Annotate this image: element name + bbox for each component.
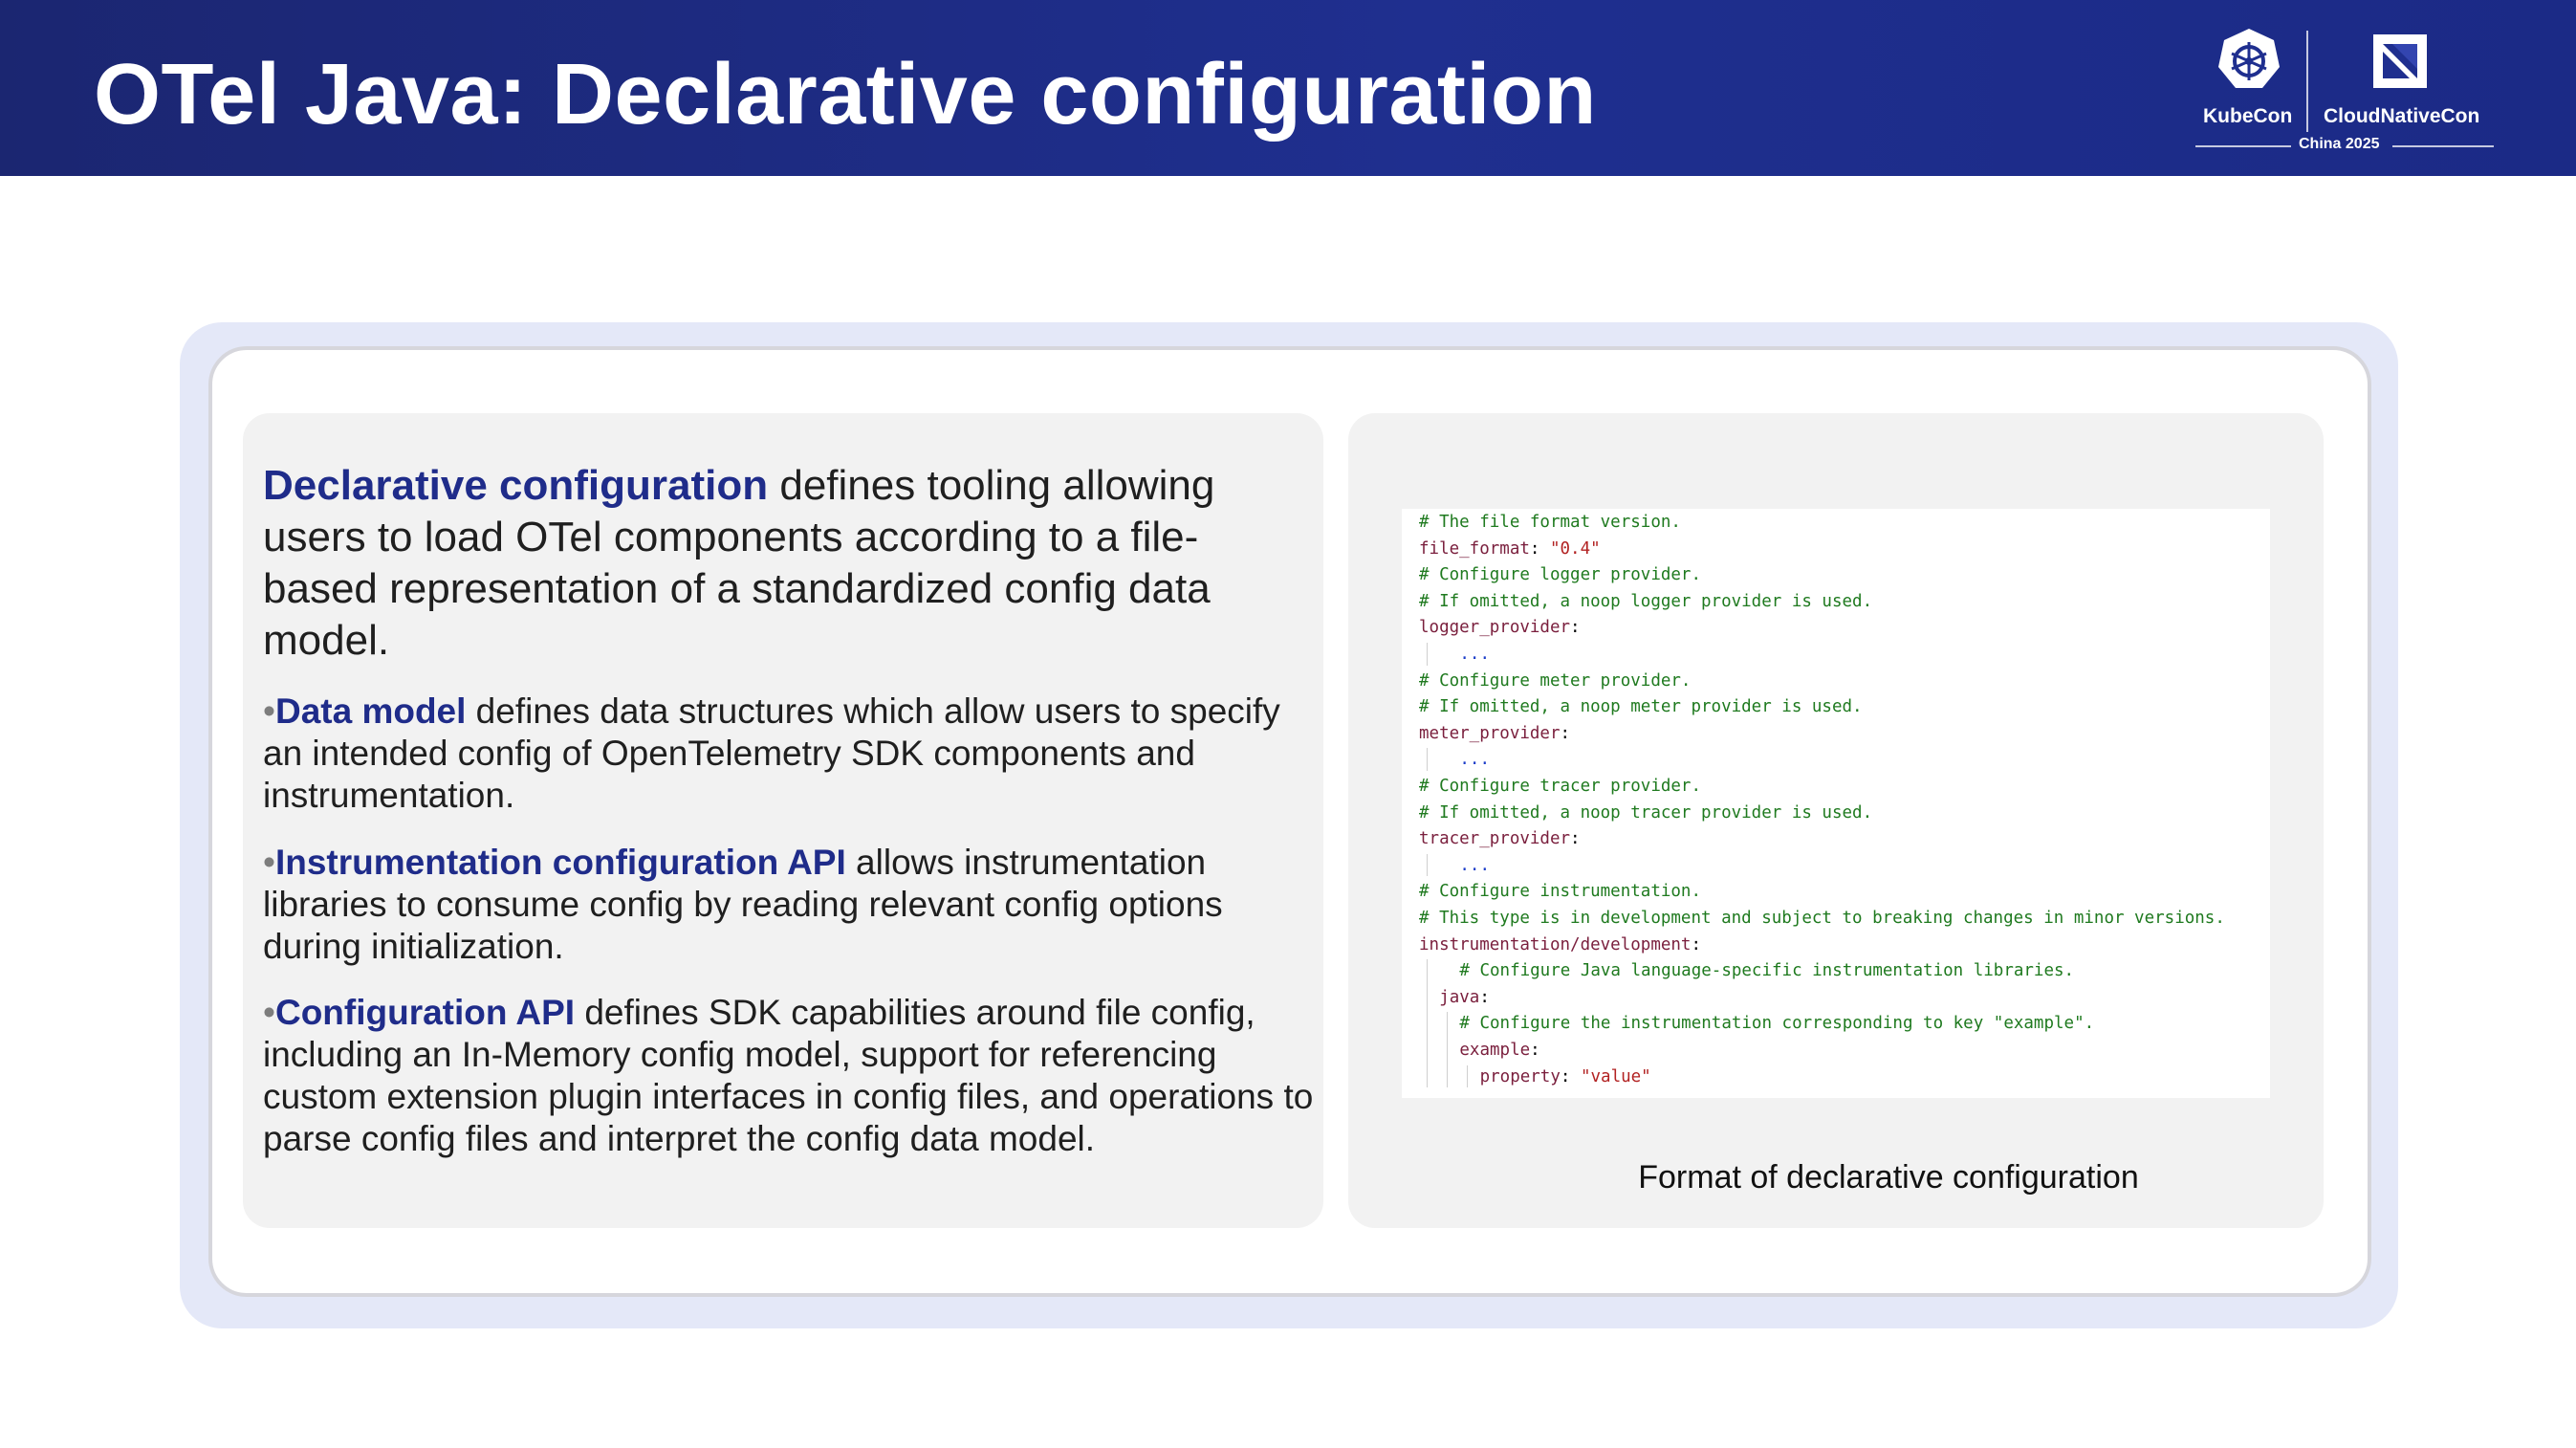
code-comment: # Configure Java language-specific instrumentation libraries.: [1459, 961, 2075, 981]
code-line: instrumentation/development:: [1419, 934, 1702, 954]
code-line: [1419, 800, 1872, 826]
code-line: java:: [1439, 987, 1490, 1007]
year-rule-right: [2392, 145, 2494, 147]
slide-header: [0, 0, 2576, 176]
code-comment: # Configure logger provider.: [1419, 565, 1702, 585]
bullet-text: allows instrumentation libraries to consume config by reading relevant config options during initialization.: [263, 843, 1223, 966]
code-comment: # If omitted, a noop logger provider is used.: [1419, 591, 1873, 611]
code-line: [1419, 905, 2225, 932]
bullet-instrumentation-config-api: [263, 842, 1315, 968]
bullet-configuration-api: [263, 992, 1315, 1160]
code-line: [1459, 1010, 2094, 1037]
code-line: [1419, 693, 1863, 720]
code-key: file_format: [1419, 538, 1530, 559]
logo-divider: [2306, 31, 2308, 132]
code-key: property: [1479, 1066, 1561, 1086]
code-ellipsis: ...: [1459, 750, 1490, 770]
bullet-text: defines SDK capabilities around file config, including an In-Memory config model, support for referencing custom extension plugin interfaces in config files, and operations to parse config files and interpret the config data model.: [263, 993, 1314, 1158]
code-comment: # If omitted, a noop tracer provider is used.: [1419, 802, 1873, 823]
code-line: [1419, 668, 1691, 694]
code-line: [1419, 561, 1701, 588]
code-key: example: [1459, 1041, 1531, 1060]
code-line: [1419, 773, 1701, 800]
code-line: [1459, 641, 1490, 668]
code-line: file_format: "0.4": [1419, 538, 1601, 559]
intro-paragraph: [263, 460, 1305, 667]
year-rule-left: [2195, 145, 2291, 147]
kubernetes-wheel-icon: [2216, 27, 2281, 92]
bullet-term: Instrumentation configuration API: [274, 843, 846, 882]
code-comment: # The file format version.: [1419, 513, 1681, 532]
code-line: logger_provider:: [1419, 618, 1581, 638]
code-comment: # Configure the instrumentation corresponding to key "example".: [1459, 1014, 2095, 1034]
code-comment: # If omitted, a noop meter provider is used.: [1419, 697, 1863, 717]
indent-guide: [1427, 959, 1428, 1087]
code-line: [1459, 957, 2074, 984]
code-key: java: [1439, 987, 1480, 1007]
intro-term: Declarative configuration: [263, 462, 769, 509]
code-line: property: "value": [1479, 1066, 1651, 1086]
cloudnativecon-label: CloudNativeCon: [2324, 105, 2480, 127]
code-key: meter_provider: [1419, 723, 1561, 743]
code-key: instrumentation/development: [1419, 934, 1692, 954]
code-line: [1459, 746, 1490, 773]
code-string-value: "0.4": [1549, 538, 1601, 559]
indent-guide: [1467, 1065, 1468, 1088]
bullet-marker: •: [263, 843, 275, 882]
code-line: [1419, 878, 1701, 905]
code-comment: # Configure meter provider.: [1419, 670, 1692, 691]
kubecon-label: KubeCon: [2203, 105, 2293, 127]
code-ellipsis: ...: [1459, 645, 1490, 664]
bullet-marker: •: [263, 691, 275, 731]
code-line: tracer_provider:: [1419, 829, 1581, 849]
code-line: meter_provider:: [1419, 723, 1571, 743]
code-comment: # Configure instrumentation.: [1419, 882, 1702, 902]
indent-guide: [1427, 854, 1428, 877]
slide-title: OTel Java: Declarative configuration: [94, 47, 1597, 143]
code-comment: # Configure tracer provider.: [1419, 777, 1702, 796]
indent-guide: [1447, 1012, 1448, 1087]
bullet-marker: •: [263, 993, 275, 1032]
code-comment: # This type is in development and subject to breaking changes in minor versions.: [1419, 909, 2225, 928]
code-line: [1419, 509, 1681, 536]
code-key: logger_provider: [1419, 618, 1571, 638]
indent-guide: [1427, 643, 1428, 666]
bullet-text: defines data structures which allow users to specify an intended config of OpenTelemetry SDK components and instrumentation.: [263, 691, 1280, 815]
cncf-logo-icon: [2371, 33, 2429, 90]
figure-caption: Format of declarative configuration: [1638, 1159, 2139, 1196]
conference-logo: [2190, 23, 2505, 157]
bullet-data-model: [263, 691, 1315, 817]
code-ellipsis: ...: [1459, 855, 1490, 875]
code-string-value: "value": [1580, 1066, 1651, 1086]
conference-year: China 2025: [2299, 136, 2380, 152]
code-line: example:: [1459, 1041, 1540, 1060]
bullet-term: Data model: [274, 691, 467, 731]
intro-text: defines tooling allowing users to load OTel components according to a file-based representation of a standardized config data model.: [263, 462, 1215, 664]
bullet-term: Configuration API: [274, 993, 576, 1032]
indent-guide: [1427, 748, 1428, 771]
yaml-code-snippet: [1402, 509, 2270, 1098]
code-line: [1459, 852, 1490, 879]
code-key: tracer_provider: [1419, 829, 1571, 849]
code-line: [1419, 588, 1872, 615]
